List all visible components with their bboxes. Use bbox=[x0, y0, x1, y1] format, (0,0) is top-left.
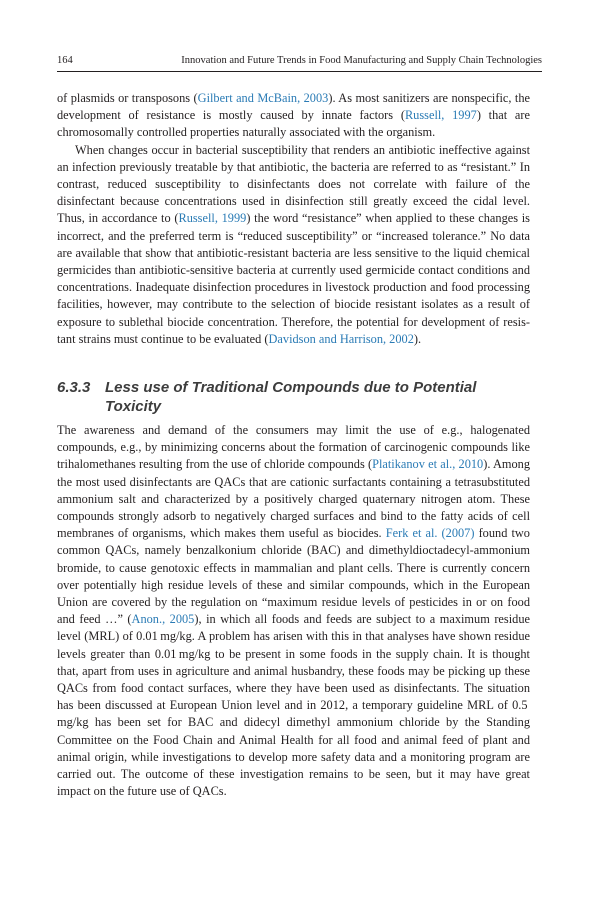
citation-link[interactable]: Russell, 1997 bbox=[404, 108, 477, 123]
section-title-line1: Less use of Traditional Compounds due to Potential bbox=[105, 379, 477, 396]
section-title-line2: Toxicity bbox=[105, 398, 162, 415]
citation-link[interactable]: Platikanov et al., 2010 bbox=[372, 457, 484, 472]
citation-link[interactable]: Davidson and Harrison, 2002 bbox=[268, 331, 414, 346]
citation-link[interactable]: Gilbert and McBain, 2003 bbox=[197, 91, 329, 105]
header-rule bbox=[57, 71, 542, 72]
text-block-top bbox=[57, 90, 530, 348]
citation-link[interactable]: Anon., 2005 bbox=[131, 612, 195, 627]
paragraph-qacs: The awareness and demand of the consumers may limit the use of e.g., halogenated compounds, e.g., by minimizing concerns about the formation of carcinogenic compounds like trihalomethanes resulting from the use of chloride compounds (Platikanov et al., 2010). Among the most used disinfectants are QACs that are cationic surfactants containing a tetrasubstituted ammonium salt and characterized by a positively charged quaternary nitrogen atom. These compounds strongly adsorb to negatively charged surfaces and bind to the fatty acids of cell membranes of organisms, which makes them useful as biocides. Ferk et al. (2007) found two common QACs, namely benzalkonium chloride (BAC) and dimethyldioctadecyl-ammonium bromide, to cause genotoxic effects in mammalian and plant cells. There is currently concern over potentially high residue levels of these and similar compounds, which in the European Union are covered by the regulation on “maximum residue levels of pesticides in or on food and feed …” (Anon., 2005), in which all foods and feeds are subject to a maximum residue level (MRL) of 0.01 mg/kg. A problem has arisen with this in that analyses have shown residue levels greater than 0.01 mg/kg to be present in some foods in the supply chain. It is thought that, apart from uses in agriculture and animal husbandry, these foods may be picking up these QACs from food contact surfaces, where they have been used as disinfectants. The situation has been discussed at European Union level and in 2012, a temporary guideline MRL of 0.5 mg/kg has been set for BAC and didecyl dimethyl ammonium chloride by the Standing Committee on the Food Chain and Animal Health for all food and animal feed of plant and animal origin, while investigations to develop more safety data and a monitoring program are carried out. The outcome of these investigation remains to be seen, but it may have great impact on the future use of QACs. bbox=[57, 423, 530, 799]
book-title: Innovation and Future Trends in Food Manufacturing and Supply Chain Technologies bbox=[181, 55, 542, 66]
citation-link[interactable]: Ferk et al. (2007) bbox=[385, 526, 475, 541]
paragraph-continued: of plasmids or transposons (Gilbert and McBain, 2003). As most sanitizers are nonspecific, the development of resistance is mostly caused by innate factors (Russell, 1997) that are chromosomally controlled properties naturally associated with the organism. bbox=[57, 91, 530, 140]
text-block-bottom bbox=[57, 422, 530, 800]
paragraph-resistance: When changes occur in bacterial susceptibility that renders an antibiotic ineffective against an infection previously treatable by that antibiotic, the bacteria are referred to as “resistant.” In contrast, reduced susceptibility to disinfectants does not correlate with failure of the disinfectant because concentrations used in disinfection still greatly exceed the cidal level. Thus, in accordance to (Russell, 1999) the word “resistance” when applied to these changes is incorrect, and the preferred term is “reduced susceptibility” or “increased tolerance.” No data are available that show that antibiotic-resistant bacteria are less sensitive to the liquid chemical germicides than antibiotic-sensitive bacteria at currently used germicide contact conditions and concentrations. Inadequate disinfection procedures in livestock production and food processing facilities, however, may contribute to the selection of biocide resistant isolates as a result of exposure to sublethal biocide concentration. Therefore, the potential for development of resistant strains must continue to be evaluated (Davidson and Harrison, 2002). bbox=[57, 142, 530, 346]
section-number: 6.3.3 bbox=[57, 379, 91, 396]
page-number: 164 bbox=[57, 55, 73, 66]
citation-link[interactable]: Russell, 1999 bbox=[178, 211, 247, 226]
section-heading bbox=[57, 378, 530, 416]
running-header bbox=[57, 55, 542, 66]
